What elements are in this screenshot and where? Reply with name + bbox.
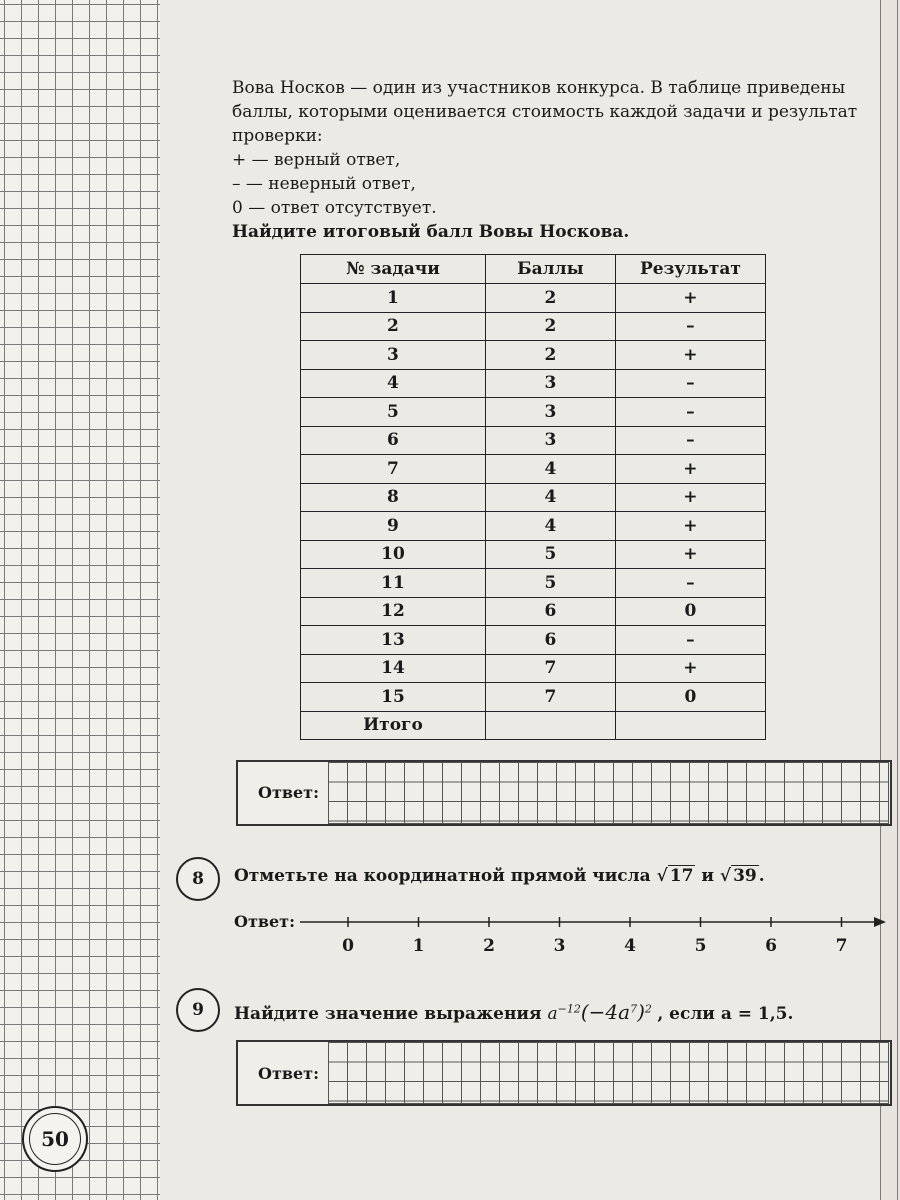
header-points: Баллы xyxy=(485,255,615,284)
result-cell: – xyxy=(615,398,765,427)
points-cell: 4 xyxy=(485,512,615,541)
points-cell: 3 xyxy=(485,398,615,427)
task-number-cell: 4 xyxy=(301,369,486,398)
legend-minus: – — неверный ответ, xyxy=(232,174,416,194)
legend-plus: + — верный ответ, xyxy=(232,150,401,170)
tick-label: 0 xyxy=(342,936,354,956)
points-cell: 4 xyxy=(485,483,615,512)
task-8-prompt: Отметьте на координатной прямой числа xyxy=(234,866,651,886)
table-row xyxy=(301,398,766,427)
task-number-cell: 13 xyxy=(301,626,486,655)
tick-label: 7 xyxy=(835,936,848,956)
intro-line: проверки: xyxy=(232,126,323,146)
result-cell: + xyxy=(615,512,765,541)
tick-label: 3 xyxy=(553,936,566,956)
tick-label: 1 xyxy=(412,936,425,956)
result-cell: 0 xyxy=(615,683,765,712)
result-cell: 0 xyxy=(615,597,765,626)
points-cell: 7 xyxy=(485,683,615,712)
answer-label: Ответ: xyxy=(258,783,319,802)
task-number-cell: 7 xyxy=(301,455,486,484)
table-row xyxy=(301,654,766,683)
table-row xyxy=(301,512,766,541)
conjunction: и xyxy=(701,866,714,886)
expression: $a^{-12}(-4a^7)^2$ xyxy=(547,1000,652,1024)
points-cell: 3 xyxy=(485,369,615,398)
scores-table xyxy=(300,254,766,740)
table-row xyxy=(301,597,766,626)
answer-label: Ответ: xyxy=(258,1064,319,1083)
table-row xyxy=(301,626,766,655)
table-row xyxy=(301,483,766,512)
task-number-cell: 2 xyxy=(301,312,486,341)
result-cell: – xyxy=(615,312,765,341)
points-cell: 2 xyxy=(485,341,615,370)
intro-line: Вова Носков — один из участников конкурса. В таблице приведены xyxy=(232,78,846,98)
task-number-badge: 9 xyxy=(176,988,220,1032)
points-cell: 2 xyxy=(485,312,615,341)
page-number: 50 xyxy=(22,1106,88,1172)
header-result: Результат xyxy=(615,255,765,284)
points-cell: 3 xyxy=(485,426,615,455)
sqrt-39: √ 39 xyxy=(719,866,757,886)
task-number-cell: 6 xyxy=(301,426,486,455)
total-label: Итого xyxy=(301,711,486,740)
result-cell: + xyxy=(615,455,765,484)
intro-line: баллы, которыми оценивается стоимость каждой задачи и результат xyxy=(232,102,858,122)
result-cell: – xyxy=(615,626,765,655)
points-cell: 6 xyxy=(485,626,615,655)
task-number-cell: 12 xyxy=(301,597,486,626)
task-9-condition: , если a = 1,5. xyxy=(657,1004,794,1024)
total-points[interactable] xyxy=(485,711,615,740)
tick-label: 6 xyxy=(765,936,777,956)
points-cell: 4 xyxy=(485,455,615,484)
answer-cells[interactable] xyxy=(328,762,889,824)
total-row xyxy=(301,711,766,740)
table-row xyxy=(301,426,766,455)
task-number-badge: 8 xyxy=(176,857,220,901)
table-row xyxy=(301,540,766,569)
points-cell: 2 xyxy=(485,284,615,313)
legend-zero: 0 — ответ отсутствует. xyxy=(232,198,437,218)
result-cell: + xyxy=(615,483,765,512)
table-row xyxy=(301,341,766,370)
task-number-cell: 11 xyxy=(301,569,486,598)
header-task-number: № задачи xyxy=(301,255,486,284)
graph-paper-margin xyxy=(0,0,160,1200)
points-cell: 7 xyxy=(485,654,615,683)
points-cell: 6 xyxy=(485,597,615,626)
answer-box-task-9[interactable] xyxy=(236,1040,892,1106)
result-cell: + xyxy=(615,284,765,313)
result-cell: + xyxy=(615,654,765,683)
task-number-cell: 1 xyxy=(301,284,486,313)
result-cell: + xyxy=(615,540,765,569)
task-9-text xyxy=(234,1000,793,1024)
table-row xyxy=(301,284,766,313)
number-line[interactable] xyxy=(296,908,896,938)
task-number-cell: 8 xyxy=(301,483,486,512)
points-cell: 5 xyxy=(485,540,615,569)
result-cell: + xyxy=(615,341,765,370)
result-cell: – xyxy=(615,569,765,598)
task-8-text: Отметьте на координатной прямой числа √ 17 и √ 39 . xyxy=(234,866,765,886)
task-9-prompt: Найдите значение выражения xyxy=(234,1004,542,1024)
answer-cells[interactable] xyxy=(328,1042,889,1104)
task-number-cell: 9 xyxy=(301,512,486,541)
answer-label: Ответ: xyxy=(234,912,295,931)
table-header-row xyxy=(301,255,766,284)
task-7-question: Найдите итоговый балл Вовы Носкова. xyxy=(232,222,630,242)
tick-label: 4 xyxy=(624,936,636,956)
sqrt-17: √ 17 xyxy=(656,866,694,886)
table-row xyxy=(301,312,766,341)
table-row xyxy=(301,455,766,484)
table-row xyxy=(301,369,766,398)
tick-label: 2 xyxy=(483,936,495,956)
task-number-cell: 5 xyxy=(301,398,486,427)
task-7-text xyxy=(232,76,892,244)
tick-label: 5 xyxy=(694,936,707,956)
total-result xyxy=(615,711,765,740)
points-cell: 5 xyxy=(485,569,615,598)
table-row xyxy=(301,683,766,712)
task-number-cell: 15 xyxy=(301,683,486,712)
task-number-cell: 10 xyxy=(301,540,486,569)
answer-box-task-7[interactable] xyxy=(236,760,892,826)
result-cell: – xyxy=(615,426,765,455)
task-number-cell: 14 xyxy=(301,654,486,683)
result-cell: – xyxy=(615,369,765,398)
task-number-cell: 3 xyxy=(301,341,486,370)
table-row xyxy=(301,569,766,598)
